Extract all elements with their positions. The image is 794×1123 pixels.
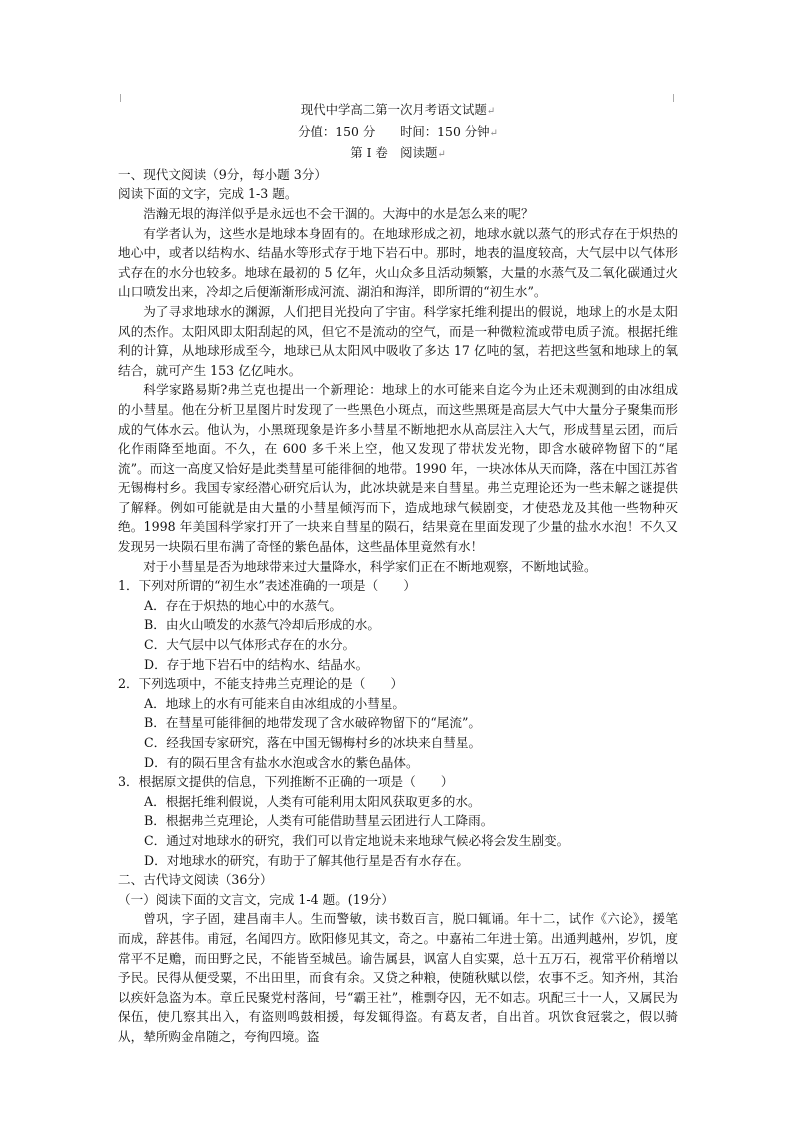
classical-passage: 曾巩，字子固，建昌南丰人。生而警敏，读书数百言，脱口辄诵。年十二，试作《六论》，援笔而成，辞甚伟。甫冠，名闻四方。欧阳修见其文，奇之。中嘉祐二年进士第。出通判越州，岁饥，度常平不足赡，而田野之民，不能皆至城邑。谕告属县，讽富人自实粟，总十五万石，视常平价稍增以予民。民得从便受粟，不出田里，而食有余。又贷之种粮，使随秋赋以偿，农事不乏。知齐州，其治以疾奸急盗为本。章丘民聚党村落间，号“霸王社”，椎剽夺囚，无不如志。巩配三十一人，又属民为保伍，使几察其出入，有盗则鸣鼓相援，每发辄得盗。有葛友者，自出首。巩饮食冠裳之，假以骑从，辇所购金帛随之，夸徇四境。盗 — [118, 911, 678, 1044]
return-mark-icon: ↵ — [489, 127, 498, 139]
question-option: A．根据托维利假说，人类有可能利用太阳风获取更多的水。 — [144, 793, 481, 809]
time-label: 时间：150 分钟 — [400, 123, 490, 139]
question-stem: 2．下列选项中，不能支持弗兰克理论的是（ ） — [118, 676, 404, 692]
volume-title — [118, 143, 678, 165]
section1-instruction: 阅读下面的文字，完成 1-3 题。 — [118, 186, 298, 202]
section2-heading: 二、古代诗文阅读（36分） — [118, 872, 273, 888]
score-label: 分值：150 分 — [298, 123, 376, 139]
passage-paragraph: 科学家路易斯?弗兰克也提出一个新理论：地球上的水可能来自迄今为止还未观测到的由冰组成的小彗星。他在分析卫星图片时发现了一些黑色小斑点，而这些黑斑是高层大气中大量分子聚集而形成的气体水云。他认为，小黑斑现象是许多小彗星不断地把水从高层注入大气，形成彗星云团，而后化作雨降至地面。不久，在 600 多千米上空，他又发现了带状发光物，即含水破碎物留下的“尾流”。而这一高度又恰好是此类彗星可能徘徊的地带。1990 年，一块冰体从天而降，落在中国江苏省无锡梅村乡。我国专家经潜心研究后认为，此冰块就是来自彗星。弗兰克理论还为一些未解之谜提供了解释。例如可能就是由大量的小彗星倾泻而下，造成地球气候剧变，才使恐龙及其他一些物种灭绝。1998 年美国科学家打开了一块来自彗星的陨石，结果竟在里面发现了少量的盐水水泡！不久又发现另一块陨石里布满了奇怪的紫色晶体，这些晶体里竟然有水！ — [118, 382, 678, 555]
question-option: B．根据弗兰克理论，人类有可能借助彗星云团进行人工降雨。 — [144, 813, 494, 829]
question-option: D．对地球水的研究，有助于了解其他行星是否有水存在。 — [144, 852, 469, 868]
exam-content — [118, 100, 678, 1047]
section2-subheading: （一）阅读下面的文言文，完成 1-4 题。(19分） — [118, 891, 394, 907]
question-option: B．由火山喷发的水蒸气冷却后形成的水。 — [144, 617, 380, 633]
exam-meta — [118, 122, 678, 144]
volume-title-text: 第 I 卷 阅读题 — [350, 145, 438, 161]
passage-paragraph: 为了寻求地球水的渊源，人们把目光投向了宇宙。科学家托维利提出的假说，地球上的水是太阳风的杰作。太阳风即太阳刮起的风，但它不是流动的空气，而是一种微粒流或带电质子流。根据托维利的计算，从地球形成至今，地球已从太阳风中吸收了多达 17 亿吨的氢，若把这些氢和地球上的氧结合，就可产生 153 亿亿吨水。 — [118, 303, 678, 378]
question-option: A．地球上的水有可能来自由冰组成的小彗星。 — [144, 695, 405, 711]
return-mark-icon: ↵ — [437, 149, 446, 161]
exam-title — [118, 100, 678, 122]
exam-title-text: 现代中学高二第一次月考语文试题 — [300, 102, 487, 117]
question-option: C．经我国专家研究，落在中国无锡梅村乡的冰块来自彗星。 — [144, 735, 482, 750]
question-option: C．通过对地球水的研究，我们可以肯定地说未来地球气候必将会发生剧变。 — [144, 832, 570, 848]
question-option: D．有的陨石里含有盐水水泡或含水的紫色晶体。 — [144, 754, 419, 770]
question-stem: 1．下列对所谓的“初生水”表述准确的一项是（ ） — [118, 578, 416, 594]
section1-heading: 一、现代文阅读（9分，每小题 3分） — [118, 166, 327, 182]
question-option: B．在彗星可能徘徊的地带发现了含水破碎物留下的“尾流”。 — [144, 715, 481, 731]
passage-paragraph: 有学者认为，这些水是地球本身固有的。在地球形成之初，地球水就以蒸气的形式存在于炽热的地心中，或者以结构水、结晶水等形式存于地下岩石中。那时，地表的温度较高，大气层中以气体形式存在的水分也较多。地球在最初的 5 亿年，火山众多且活动频繁，大量的水蒸气及二氧化碳通过火山口喷发出来，冷却之后便渐渐形成河流、湖泊和海洋，即所谓的“初生水”。 — [118, 225, 678, 300]
question-option: C．大气层中以气体形式存在的水分。 — [144, 637, 356, 653]
passage-paragraph: 浩瀚无垠的海洋似乎是永远也不会干涸的。大海中的水是怎么来的呢？ — [143, 205, 534, 221]
question-stem: 3．根据原文提供的信息，下列推断不正确的一项是（ ） — [118, 774, 454, 790]
return-mark-icon: ↵ — [486, 106, 496, 117]
question-option: D．存于地下岩石中的结构水、结晶水。 — [144, 656, 369, 672]
question-option: A．存在于炽热的地心中的水蒸气。 — [144, 597, 343, 613]
passage-paragraph: 对于小彗星是否为地球带来过大量降水，科学家们正在不断地观察，不断地试验。 — [143, 558, 597, 574]
